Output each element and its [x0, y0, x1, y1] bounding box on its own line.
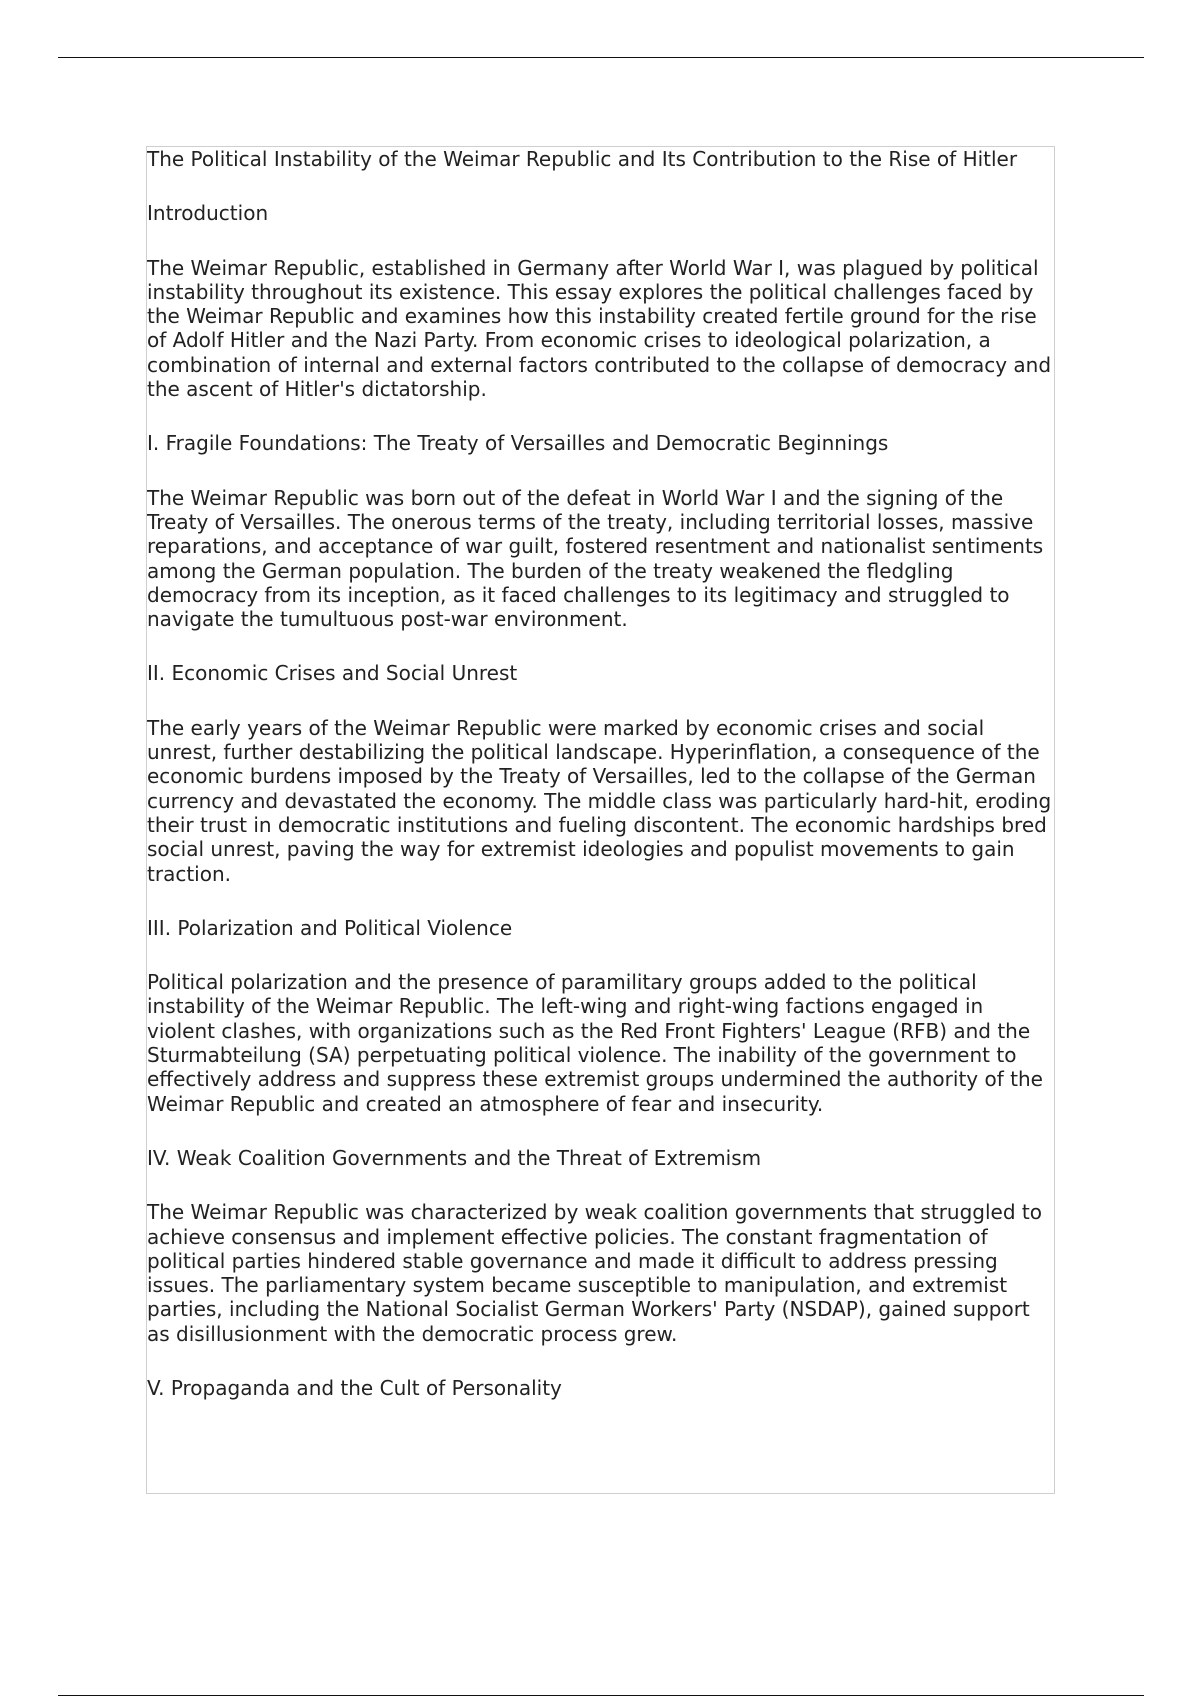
document-body — [147, 147, 1054, 1400]
introduction-heading: Introduction — [147, 201, 269, 226]
section-heading-1: I. Fragile Foundations: The Treaty of Versailles and Democratic Beginnings — [147, 431, 889, 456]
section-heading-3: III. Polarization and Political Violence — [147, 915, 513, 940]
document-page — [146, 146, 1055, 1494]
section-paragraph-4: The Weimar Republic was characterized by weak coalition governments that struggled to achieve consensus and implement effective policies. The constant fragmentation of political parties hindered stable governance and made it difficult to address pressing issues. The parliamentary system became susceptible to manipulation, and extremist parties, including the National Socialist German Workers' Party (NSDAP), gained support as disillusionment with the democratic process grew. — [147, 1200, 1042, 1346]
section-paragraph-3: Political polarization and the presence of paramilitary groups added to the political instability of the Weimar Republic. The left-wing and right-wing factions engaged in violent clashes, with organizations such as the Red Front Fighters' League (RFB) and the Sturmabteilung (SA) perpetuating political violence. The inability of the government to effectively address and suppress these extremist groups undermined the authority of the Weimar Republic and created an atmosphere of fear and insecurity. — [147, 970, 1043, 1116]
introduction-paragraph: The Weimar Republic, established in Germany after World War I, was plagued by political instability throughout its existence. This essay explores the political challenges faced by the Weimar Republic and examines how this instability created fertile ground for the rise of Adolf Hitler and the Nazi Party. From economic crises to ideological polarization, a combination of internal and external factors contributed to the collapse of democracy and the ascent of Hitler's dictatorship. — [147, 255, 1052, 402]
section-paragraph-1: The Weimar Republic was born out of the defeat in World War I and the signing of the Treaty of Versailles. The onerous terms of the treaty, including territorial losses, massive reparations, and acceptance of war guilt, fostered resentment and nationalist sentiments among the German population. The burden of the treaty weakened the fledgling democracy from its inception, as it faced challenges to its legitimacy and struggled to navigate the tumultuous post-war environment. — [147, 485, 1044, 632]
footer-rule — [58, 1695, 1144, 1696]
document-title: The Political Instability of the Weimar Republic and Its Contribution to the Rise of Hitler — [147, 147, 1018, 171]
header-rule — [58, 57, 1144, 58]
section-heading-4: IV. Weak Coalition Governments and the Threat of Extremism — [147, 1145, 762, 1170]
section-heading-2: II. Economic Crises and Social Unrest — [147, 661, 518, 686]
section-heading-5: V. Propaganda and the Cult of Personality — [147, 1375, 562, 1400]
section-paragraph-2: The early years of the Weimar Republic were marked by economic crises and social unrest, further destabilizing the political landscape. Hyperinflation, a consequence of the economic burdens imposed by the Treaty of Versailles, led to the collapse of the German currency and devastated the economy. The middle class was particularly hard-hit, eroding their trust in democratic institutions and fueling discontent. The economic hardships bred social unrest, paving the way for extremist ideologies and populist movements to gain traction. — [147, 715, 1052, 886]
